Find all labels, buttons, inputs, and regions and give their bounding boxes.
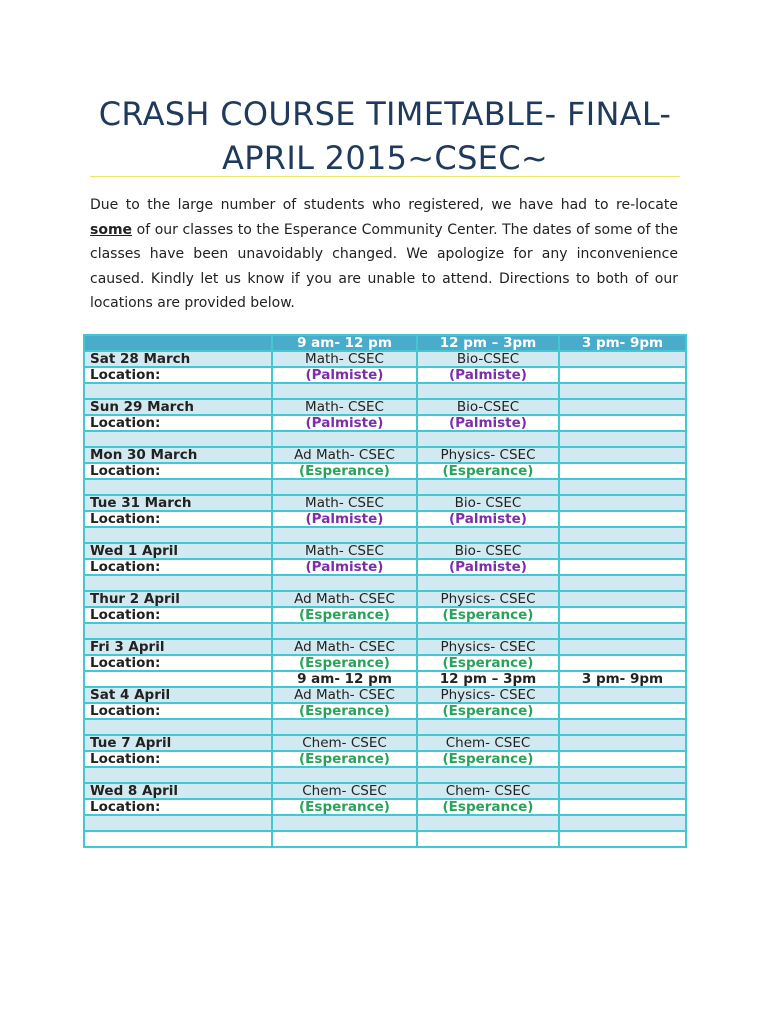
spacer-row [84, 479, 686, 495]
day-subject-row [84, 639, 686, 655]
subject-slot-1-text: Ad Math- CSEC [294, 447, 395, 463]
spacer-cell [272, 575, 417, 591]
time-slot-2-text: 12 pm – 3pm [439, 335, 537, 351]
location-label [84, 703, 272, 719]
location-slot-2 [417, 607, 559, 623]
day-location-row [84, 799, 686, 815]
day-date [84, 351, 272, 367]
subject-slot-1 [272, 687, 417, 703]
location-label-text: Location: [90, 415, 161, 431]
location-label-text: Location: [90, 607, 161, 623]
location-slot-2-text: (Esperance) [442, 799, 534, 815]
spacer-cell [272, 431, 417, 447]
spacer-cell [559, 527, 686, 543]
location-slot-2 [417, 511, 559, 527]
subject-slot-3 [559, 591, 686, 607]
subject-slot-1-text: Ad Math- CSEC [294, 591, 395, 607]
intro-emphasis: some [90, 221, 133, 238]
subject-slot-2-text: Physics- CSEC [440, 639, 536, 655]
spacer-cell [417, 575, 559, 591]
location-slot-3 [559, 607, 686, 623]
subject-slot-3 [559, 639, 686, 655]
location-label-text: Location: [90, 511, 161, 527]
location-slot-2 [417, 463, 559, 479]
location-slot-1-text: (Palmiste) [305, 415, 384, 431]
subject-slot-1 [272, 591, 417, 607]
day-subject-row [84, 351, 686, 367]
subject-slot-1-text: Ad Math- CSEC [294, 639, 395, 655]
subject-slot-1-text: Math- CSEC [305, 543, 384, 559]
location-slot-1 [272, 463, 417, 479]
subject-slot-2 [417, 543, 559, 559]
spacer-cell [559, 719, 686, 735]
day-date [84, 495, 272, 511]
spacer-cell [417, 479, 559, 495]
location-slot-2 [417, 367, 559, 383]
time-slot-3-text: 3 pm- 9pm [581, 335, 664, 351]
location-slot-1-text: (Esperance) [299, 751, 390, 767]
location-slot-2-text: (Esperance) [442, 655, 534, 671]
subject-slot-2-text: Bio- CSEC [454, 543, 522, 559]
document-title [90, 92, 680, 180]
subject-slot-1 [272, 351, 417, 367]
time-slot-1-text: 9 am- 12 pm [297, 335, 392, 351]
location-slot-3 [559, 799, 686, 815]
day-location-row [84, 511, 686, 527]
day-location-row [84, 415, 686, 431]
location-label-text: Location: [90, 655, 161, 671]
title-divider [90, 176, 680, 177]
location-slot-1 [272, 799, 417, 815]
spacer-cell [559, 575, 686, 591]
location-label-text: Location: [90, 703, 161, 719]
timetable-body [84, 335, 686, 847]
location-slot-1 [272, 751, 417, 767]
day-location-row [84, 463, 686, 479]
location-label [84, 463, 272, 479]
time-slot-2 [417, 671, 559, 687]
day-date-text: Sun 29 March [90, 399, 194, 415]
spacer-cell [417, 383, 559, 399]
spacer-cell [559, 431, 686, 447]
spacer-cell [272, 767, 417, 783]
subject-slot-1 [272, 783, 417, 799]
spacer-cell [84, 431, 272, 447]
day-date-text: Wed 1 April [90, 543, 179, 559]
location-slot-1 [272, 559, 417, 575]
subject-slot-1 [272, 543, 417, 559]
location-slot-1-text: (Palmiste) [305, 559, 384, 575]
day-date [84, 639, 272, 655]
spacer-row [84, 431, 686, 447]
location-slot-3 [559, 463, 686, 479]
subject-slot-1-text: Chem- CSEC [302, 735, 387, 751]
subject-slot-1-text: Ad Math- CSEC [294, 687, 395, 703]
location-slot-2-text: (Esperance) [442, 463, 534, 479]
location-slot-2 [417, 655, 559, 671]
day-subject-row [84, 447, 686, 463]
day-date [84, 783, 272, 799]
location-label-text: Location: [90, 799, 161, 815]
day-date-text: Sat 4 April [90, 687, 171, 703]
location-label-text: Location: [90, 367, 161, 383]
day-location-row [84, 655, 686, 671]
spacer-row [84, 815, 686, 831]
spacer-row [84, 767, 686, 783]
day-date [84, 687, 272, 703]
subject-slot-3 [559, 447, 686, 463]
spacer-cell [272, 815, 417, 831]
time-slot-3 [559, 335, 686, 351]
subject-slot-2 [417, 639, 559, 655]
location-slot-2-text: (Palmiste) [449, 511, 527, 527]
spacer-cell [272, 479, 417, 495]
time-slot-2-text: 12 pm – 3pm [439, 671, 537, 687]
location-label-text: Location: [90, 463, 161, 479]
subject-slot-2 [417, 687, 559, 703]
spacer-cell [272, 623, 417, 639]
location-slot-2-text: (Esperance) [442, 751, 534, 767]
location-slot-3 [559, 751, 686, 767]
spacer-cell [559, 479, 686, 495]
blank-cell [417, 831, 559, 847]
location-slot-2 [417, 799, 559, 815]
location-slot-2 [417, 751, 559, 767]
subject-slot-3 [559, 351, 686, 367]
blank-cell [559, 831, 686, 847]
location-slot-2-text: (Palmiste) [449, 559, 527, 575]
subject-slot-1-text: Math- CSEC [305, 495, 384, 511]
time-slot-3-text: 3 pm- 9pm [581, 671, 664, 687]
day-location-row [84, 703, 686, 719]
location-slot-1-text: (Esperance) [299, 463, 390, 479]
title-line-1: CRASH COURSE TIMETABLE- FINAL- [98, 95, 672, 133]
subject-slot-1-text: Math- CSEC [305, 351, 384, 367]
subject-slot-2-text: Bio-CSEC [456, 399, 520, 415]
spacer-cell [84, 383, 272, 399]
day-subject-row [84, 543, 686, 559]
location-slot-2 [417, 559, 559, 575]
day-subject-row [84, 399, 686, 415]
spacer-cell [84, 767, 272, 783]
subject-slot-2-text: Chem- CSEC [445, 783, 531, 799]
day-date-text: Mon 30 March [90, 447, 198, 463]
day-location-row [84, 367, 686, 383]
spacer-cell [272, 719, 417, 735]
time-slot-3 [559, 671, 686, 687]
location-slot-3 [559, 511, 686, 527]
spacer-row [84, 623, 686, 639]
day-location-row [84, 751, 686, 767]
spacer-cell [272, 527, 417, 543]
spacer-cell [84, 575, 272, 591]
day-date [84, 543, 272, 559]
location-slot-1-text: (Esperance) [299, 655, 390, 671]
location-label [84, 511, 272, 527]
spacer-cell [417, 767, 559, 783]
day-date-text: Tue 31 March [90, 495, 192, 511]
location-slot-1-text: (Palmiste) [305, 367, 384, 383]
subject-slot-2 [417, 591, 559, 607]
location-slot-2 [417, 415, 559, 431]
location-slot-1 [272, 511, 417, 527]
location-slot-1 [272, 367, 417, 383]
spacer-row [84, 383, 686, 399]
location-slot-1 [272, 607, 417, 623]
day-date-text: Sat 28 March [90, 351, 191, 367]
subject-slot-1-text: Math- CSEC [305, 399, 384, 415]
subject-slot-1 [272, 735, 417, 751]
subject-slot-2 [417, 735, 559, 751]
location-slot-3 [559, 655, 686, 671]
day-subject-row [84, 687, 686, 703]
header-blank-cell [84, 671, 272, 687]
location-slot-1-text: (Esperance) [299, 799, 390, 815]
spacer-cell [84, 479, 272, 495]
spacer-cell [417, 719, 559, 735]
spacer-cell [417, 623, 559, 639]
spacer-cell [272, 383, 417, 399]
intro-text-before: Due to the large number of students who registered, we have had to re-locate [90, 197, 678, 213]
subject-slot-2-text: Chem- CSEC [445, 735, 531, 751]
location-label-text: Location: [90, 559, 161, 575]
day-date-text: Fri 3 April [90, 639, 165, 655]
subject-slot-3 [559, 783, 686, 799]
location-slot-1-text: (Esperance) [299, 703, 390, 719]
spacer-row [84, 575, 686, 591]
subject-slot-2-text: Physics- CSEC [440, 591, 536, 607]
day-location-row [84, 559, 686, 575]
day-date-text: Tue 7 April [90, 735, 172, 751]
time-slot-header-row [84, 671, 686, 687]
day-subject-row [84, 591, 686, 607]
intro-paragraph [90, 193, 678, 316]
location-slot-3 [559, 415, 686, 431]
subject-slot-3 [559, 687, 686, 703]
title-line-2: APRIL 2015~CSEC~ [222, 139, 548, 177]
subject-slot-2 [417, 495, 559, 511]
location-slot-3 [559, 703, 686, 719]
day-date [84, 735, 272, 751]
day-subject-row [84, 735, 686, 751]
subject-slot-3 [559, 543, 686, 559]
subject-slot-2-text: Bio- CSEC [454, 495, 522, 511]
day-subject-row [84, 783, 686, 799]
spacer-cell [559, 815, 686, 831]
spacer-cell [559, 767, 686, 783]
location-slot-3 [559, 367, 686, 383]
blank-row [84, 831, 686, 847]
location-label [84, 751, 272, 767]
location-label [84, 415, 272, 431]
subject-slot-1 [272, 447, 417, 463]
location-slot-2-text: (Esperance) [442, 607, 534, 623]
location-slot-2-text: (Esperance) [442, 703, 534, 719]
time-slot-2 [417, 335, 559, 351]
location-label [84, 799, 272, 815]
time-slot-1 [272, 671, 417, 687]
location-label [84, 607, 272, 623]
spacer-cell [417, 815, 559, 831]
day-subject-row [84, 495, 686, 511]
spacer-cell [84, 623, 272, 639]
subject-slot-1 [272, 399, 417, 415]
subject-slot-3 [559, 735, 686, 751]
location-slot-2-text: (Palmiste) [449, 415, 527, 431]
spacer-row [84, 719, 686, 735]
day-date-text: Thur 2 April [90, 591, 180, 607]
subject-slot-2-text: Physics- CSEC [440, 447, 536, 463]
time-slot-1-text: 9 am- 12 pm [297, 671, 392, 687]
spacer-cell [559, 623, 686, 639]
location-label [84, 367, 272, 383]
header-blank-cell [84, 335, 272, 351]
location-slot-1 [272, 703, 417, 719]
day-location-row [84, 607, 686, 623]
intro-text-after: of our classes to the Esperance Community Center. The dates of some of the classes have been unavoidably changed. We apologize for any inconvenience caused. Kindly let us know if you are unable to attend. Directions to both of our locations are provided below. [90, 221, 678, 311]
location-slot-3 [559, 559, 686, 575]
time-slot-1 [272, 335, 417, 351]
location-slot-2-text: (Palmiste) [449, 367, 527, 383]
location-label-text: Location: [90, 751, 161, 767]
subject-slot-1 [272, 639, 417, 655]
location-slot-1 [272, 415, 417, 431]
location-label [84, 655, 272, 671]
subject-slot-3 [559, 399, 686, 415]
day-date [84, 447, 272, 463]
subject-slot-2 [417, 783, 559, 799]
blank-cell [272, 831, 417, 847]
subject-slot-2-text: Physics- CSEC [440, 687, 536, 703]
subject-slot-2 [417, 447, 559, 463]
subject-slot-1 [272, 495, 417, 511]
spacer-cell [84, 719, 272, 735]
spacer-cell [84, 815, 272, 831]
location-slot-1-text: (Palmiste) [305, 511, 384, 527]
subject-slot-2 [417, 351, 559, 367]
day-date [84, 591, 272, 607]
spacer-cell [559, 383, 686, 399]
spacer-cell [84, 527, 272, 543]
location-slot-1 [272, 655, 417, 671]
day-date-text: Wed 8 April [90, 783, 179, 799]
day-date [84, 399, 272, 415]
location-slot-1-text: (Esperance) [299, 607, 390, 623]
timetable [83, 334, 687, 848]
subject-slot-3 [559, 495, 686, 511]
spacer-cell [417, 527, 559, 543]
subject-slot-1-text: Chem- CSEC [302, 783, 387, 799]
spacer-row [84, 527, 686, 543]
location-slot-2 [417, 703, 559, 719]
blank-cell [84, 831, 272, 847]
time-slot-header-row [84, 335, 686, 351]
location-label [84, 559, 272, 575]
subject-slot-2-text: Bio-CSEC [456, 351, 520, 367]
spacer-cell [417, 431, 559, 447]
subject-slot-2 [417, 399, 559, 415]
